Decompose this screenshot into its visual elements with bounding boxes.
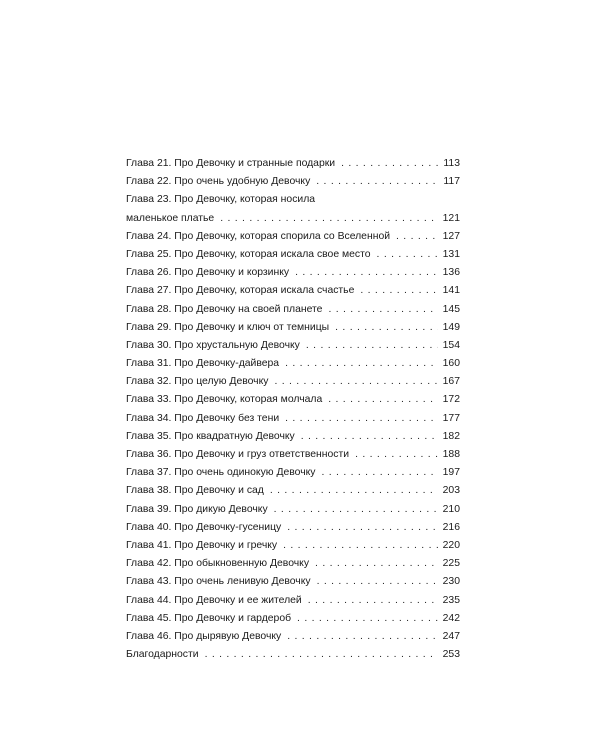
toc-page-number: 242	[442, 612, 460, 624]
toc-dot-leader	[220, 210, 438, 228]
toc-row	[126, 446, 460, 464]
toc-entry-title: Глава 29. Про Девочку и ключ от темницы	[126, 321, 330, 333]
toc-page-number: 182	[442, 430, 460, 442]
toc-page-number: 216	[442, 521, 460, 533]
toc-row	[126, 373, 460, 391]
toc-dot-leader	[274, 373, 438, 391]
toc-row	[126, 428, 460, 446]
toc-entry-title: Глава 41. Про Девочку и гречку	[126, 539, 278, 551]
toc-entry-title: Глава 22. Про очень удобную Девочку	[126, 176, 311, 188]
toc-row	[126, 191, 460, 209]
toc-page-number: 160	[442, 358, 460, 370]
toc-dot-leader	[317, 573, 438, 591]
toc-page-number: 131	[442, 248, 460, 260]
toc-entry-title: Глава 44. Про Девочку и ее жителей	[126, 594, 302, 606]
toc-page-number: 197	[442, 467, 460, 479]
toc-page-number: 235	[442, 594, 460, 606]
toc-entry-title: Глава 25. Про Девочку, которая искала свое место	[126, 248, 371, 260]
toc-row	[126, 282, 460, 300]
toc-row	[126, 246, 460, 264]
toc-dot-leader	[316, 173, 438, 191]
toc-row	[126, 464, 460, 482]
toc-dot-leader	[308, 592, 438, 610]
toc-entry-title: Глава 35. Про квадратную Девочку	[126, 430, 295, 442]
toc-page-number: 154	[442, 339, 460, 351]
toc-entry-title: Глава 46. Про дырявую Девочку	[126, 630, 282, 642]
toc-dot-leader	[270, 482, 438, 500]
toc-dot-leader	[285, 410, 438, 428]
toc-entry-title: Глава 34. Про Девочку без тени	[126, 412, 280, 424]
toc-row	[126, 573, 460, 591]
toc-page-number: 149	[442, 321, 460, 333]
toc-dot-leader	[377, 246, 438, 264]
toc-page-number: 220	[442, 539, 460, 551]
toc-dot-leader	[301, 428, 438, 446]
toc-entry-title: Глава 38. Про Девочку и сад	[126, 485, 264, 497]
toc-entry-title: Глава 30. Про хрустальную Девочку	[126, 339, 300, 351]
toc-dot-leader	[306, 337, 438, 355]
toc-entry-title: Глава 33. Про Девочку, которая молчала	[126, 394, 323, 406]
toc-entry-title: Глава 43. Про очень ленивую Девочку	[126, 576, 311, 588]
toc-page-number: 113	[443, 158, 460, 169]
toc-dot-leader	[285, 355, 438, 373]
toc-entry-title: Глава 45. Про Девочку и гардероб	[126, 612, 292, 624]
toc-page-number: 247	[442, 630, 460, 642]
toc-page-number: 177	[442, 412, 460, 424]
toc-dot-leader	[297, 610, 438, 628]
toc-entry-title: Глава 32. Про целую Девочку	[126, 376, 269, 388]
toc-page-number: 141	[442, 285, 460, 297]
toc-entry-title: Глава 23. Про Девочку, которая носила	[126, 194, 316, 206]
toc-entry-title: Глава 24. Про Девочку, которая спорила со Вселенной	[126, 230, 391, 242]
toc-entry-title: Глава 36. Про Девочку и груз ответственности	[126, 449, 350, 460]
toc-entry-title: маленькое платье	[126, 212, 215, 224]
toc-page-number: 210	[442, 503, 460, 515]
toc-row	[126, 355, 460, 373]
toc-dot-leader	[205, 646, 438, 664]
toc-page-number: 136	[442, 267, 460, 279]
toc-entry-title: Благодарности	[126, 649, 199, 661]
toc-row	[126, 301, 460, 319]
toc-dot-leader	[287, 519, 438, 537]
toc-page-number: 172	[442, 394, 460, 406]
toc-row	[126, 264, 460, 282]
toc-row	[126, 555, 460, 573]
toc-row	[126, 646, 460, 664]
toc-row	[126, 482, 460, 500]
toc-row	[126, 173, 460, 191]
toc-row	[126, 410, 460, 428]
toc-row	[126, 501, 460, 519]
toc-entry-title: Глава 37. Про очень одинокую Девочку	[126, 467, 316, 479]
toc-entry-title: Глава 40. Про Девочку-гусеницу	[126, 521, 282, 533]
toc-row	[126, 537, 460, 555]
toc-row	[126, 628, 460, 646]
toc-row	[126, 391, 460, 409]
toc-row	[126, 319, 460, 337]
toc-dot-leader	[274, 501, 438, 519]
toc-entry-title: Глава 26. Про Девочку и корзинку	[126, 267, 290, 279]
toc-row	[126, 155, 460, 173]
toc-dot-leader	[335, 319, 438, 337]
toc-entry-title: Глава 39. Про дикую Девочку	[126, 503, 268, 515]
toc-dot-leader	[396, 228, 438, 246]
toc-page-number: 117	[443, 176, 460, 188]
toc-entry-title: Глава 28. Про Девочку на своей планете	[126, 303, 323, 315]
toc-dot-leader	[283, 537, 438, 555]
toc-row	[126, 519, 460, 537]
toc-page-number: 230	[442, 576, 460, 588]
toc-page-number: 203	[442, 485, 460, 497]
toc-entry-title: Глава 42. Про обыкновенную Девочку	[126, 558, 310, 570]
toc-dot-leader	[360, 282, 438, 300]
toc-page-number: 167	[442, 376, 460, 388]
toc-page-number: 253	[442, 649, 460, 661]
toc-dot-leader	[295, 264, 438, 282]
toc-row	[126, 337, 460, 355]
toc-entry-title: Глава 31. Про Девочку-дайвера	[126, 358, 280, 370]
toc-dot-leader	[341, 155, 438, 173]
toc-dot-leader	[287, 628, 438, 646]
toc-entry-title: Глава 21. Про Девочку и странные подарки	[126, 158, 336, 169]
toc-page-number: 127	[442, 230, 460, 242]
toc-row	[126, 228, 460, 246]
toc-entry-title: Глава 27. Про Девочку, которая искала счастье	[126, 285, 355, 297]
toc-dot-leader	[355, 446, 438, 464]
toc-row	[126, 610, 460, 628]
toc-page-number: 188	[442, 449, 460, 460]
toc-page-number: 145	[442, 303, 460, 315]
toc-dot-leader	[322, 464, 439, 482]
table-of-contents	[126, 155, 460, 664]
toc-row	[126, 592, 460, 610]
toc-dot-leader	[315, 555, 438, 573]
toc-dot-leader	[328, 301, 438, 319]
toc-page-number: 121	[442, 212, 460, 224]
toc-row	[126, 210, 460, 228]
toc-page-number: 225	[442, 558, 460, 570]
toc-dot-leader	[328, 391, 438, 409]
